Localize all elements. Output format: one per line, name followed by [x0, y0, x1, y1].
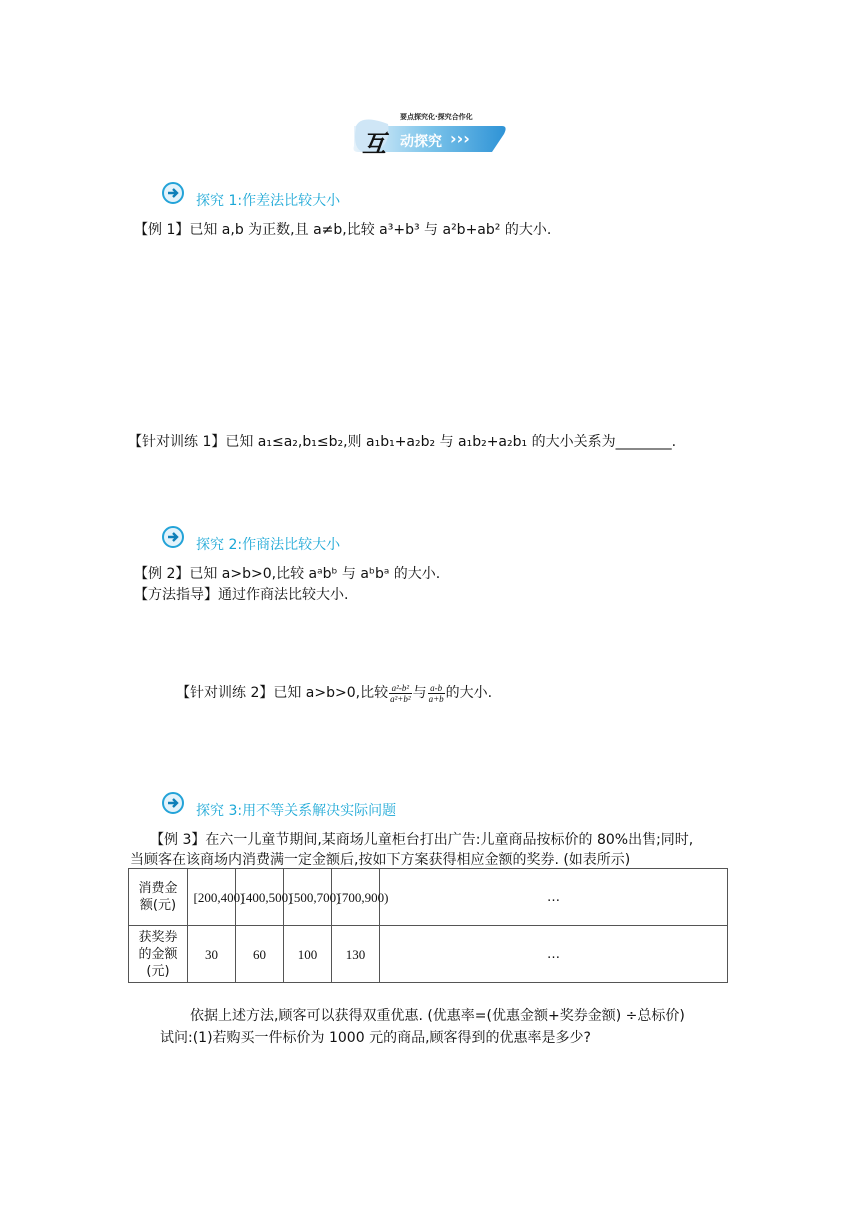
range-value: [500,700) — [289, 889, 341, 905]
row2-header: 获奖券的金额(元) — [138, 929, 178, 979]
range-value: [200,400) — [193, 889, 245, 905]
table-cell — [380, 926, 728, 983]
example3-line1-text: 在六一儿童节期间,某商场儿童柜台打出广告:儿童商品按标价的 80%出售;同时, — [205, 832, 694, 848]
training2-label: 【针对训练 2】 — [176, 685, 274, 701]
ellipsis: … — [547, 889, 560, 905]
example1-label: 【例 1】 — [134, 222, 190, 238]
section1-heading: 探究 1:作差法比较大小 — [196, 193, 341, 209]
fraction-1 — [389, 683, 411, 704]
training2-post: 的大小. — [445, 685, 493, 701]
fraction-1-numerator: a²-b² — [389, 683, 411, 694]
ellipsis: … — [547, 946, 560, 962]
banner-char: 互 — [362, 129, 386, 158]
example3-line2: 当顾客在该商场内消费满一定金额后,按如下方案获得相应金额的奖券. (如表所示) — [130, 852, 631, 868]
arrow-circle-icon — [162, 526, 184, 548]
table-cell: 130 — [332, 926, 380, 983]
section3-heading: 探究 3:用不等关系解决实际问题 — [196, 803, 397, 819]
table-cell: 100 — [284, 926, 332, 983]
banner-title: 动探究 — [400, 134, 442, 150]
table-cell — [236, 869, 293, 926]
range-value: [700,900) — [337, 889, 389, 905]
table-cell: 30 — [188, 926, 236, 983]
banner-tagline: 要点探究化·探究合作化 — [400, 113, 473, 121]
question-1: 试问:(1)若购买一件标价为 1000 元的商品,顾客得到的优惠率是多少? — [160, 1030, 591, 1046]
example2-text: 已知 a>b>0,比较 aᵃbᵇ 与 aᵇbᵃ 的大小. — [189, 566, 441, 582]
award-table — [128, 868, 728, 983]
training1 — [128, 431, 676, 451]
fraction-1-denominator: a²+b² — [390, 693, 411, 704]
training2 — [176, 682, 492, 704]
example2-label: 【例 2】 — [134, 566, 190, 582]
table-header-cell — [129, 926, 188, 983]
example2 — [134, 563, 440, 583]
training1-text: 已知 a₁≤a₂,b₁≤b₂,则 a₁b₁+a₂b₂ 与 a₁b₂+a₂b₁ 的大小关系为________. — [225, 434, 677, 450]
training2-mid: 与 — [412, 685, 427, 701]
row1-header: 消费金额(元) — [138, 881, 178, 913]
method-label: 【方法指导】 — [134, 587, 218, 603]
fraction-2-denominator: a+b — [428, 693, 444, 704]
training1-label: 【针对训练 1】 — [128, 434, 226, 450]
banner-chevrons: ››› — [450, 129, 470, 148]
table-row — [129, 869, 728, 926]
discount-note: 依据上述方法,顾客可以获得双重优惠. (优惠率=(优惠金额+奖券金额) ÷总标价) — [190, 1008, 685, 1024]
table-cell: 60 — [236, 926, 284, 983]
arrow-circle-icon — [162, 182, 184, 204]
section2-heading: 探究 2:作商法比较大小 — [196, 537, 341, 553]
fraction-2-numerator: a-b — [428, 683, 445, 694]
example3-line1 — [150, 829, 693, 849]
table-cell — [188, 869, 245, 926]
fraction-2 — [428, 683, 445, 704]
table-cell — [284, 869, 341, 926]
example3-label: 【例 3】 — [150, 832, 206, 848]
method-text: 通过作商法比较大小. — [218, 587, 349, 603]
section-banner — [352, 112, 508, 156]
table-header-cell — [129, 869, 188, 926]
arrow-circle-icon — [162, 792, 184, 814]
table-cell — [332, 869, 389, 926]
example1 — [134, 219, 551, 239]
table-row — [129, 926, 728, 983]
example1-text: 已知 a,b 为正数,且 a≠b,比较 a³+b³ 与 a²b+ab² 的大小. — [189, 222, 552, 238]
method-guide — [134, 584, 348, 604]
training2-pre: 已知 a>b>0,比较 — [273, 685, 389, 701]
table-cell — [380, 869, 728, 926]
range-value: [400,500) — [241, 889, 293, 905]
